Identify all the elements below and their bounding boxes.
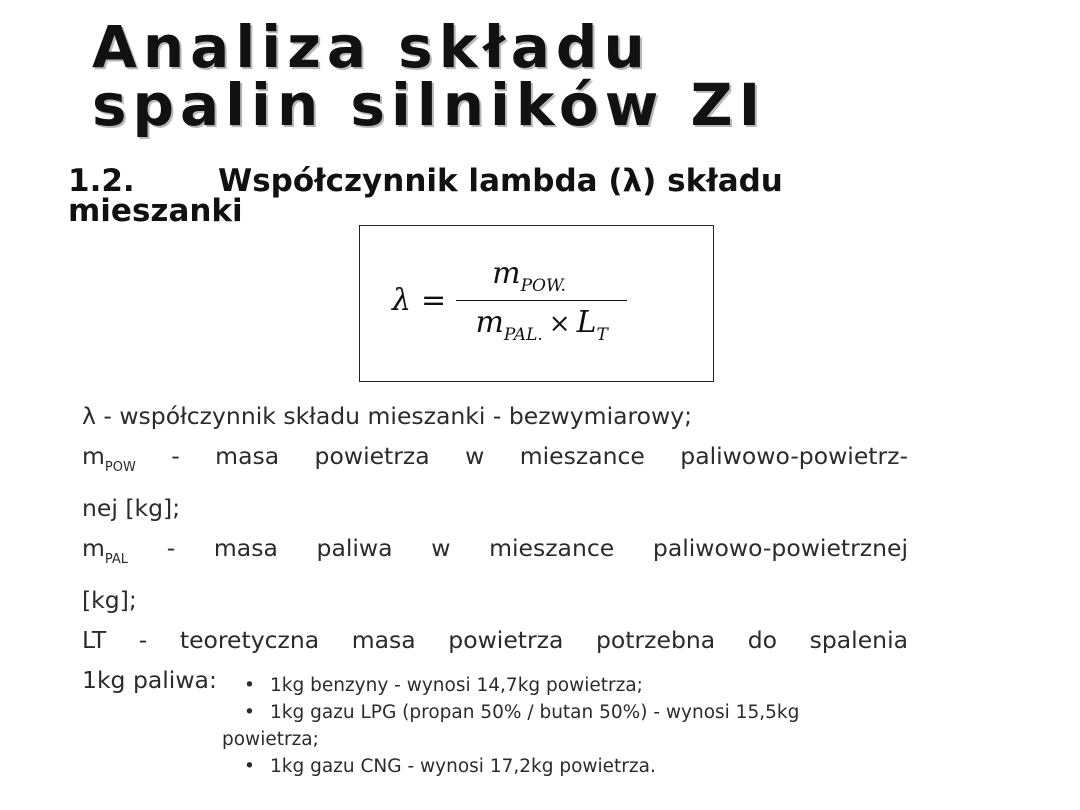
formula-fraction [456, 256, 627, 345]
definition-mpal-cont: [kg]; [82, 586, 137, 614]
formula-numerator [456, 256, 627, 301]
denominator-l-subscript: T [596, 325, 608, 345]
definition-mpal [82, 528, 908, 580]
lambda-formula [392, 256, 627, 345]
slide-title-line-2: spalin silników ZI [92, 71, 767, 139]
mpow-text: - masa powietrza w mieszance paliwowo-powietrz- [135, 442, 908, 470]
bullet-item-lpg [222, 699, 982, 726]
numerator-subscript: POW. [520, 276, 566, 296]
bullet-item-benzyna [222, 672, 982, 699]
definition-mpow [82, 436, 908, 488]
bullet-text: 1kg gazu LPG (propan 50% / butan 50%) - wynosi 15,5kg [270, 702, 800, 723]
section-heading-line-1: Współczynnik lambda (λ) składu [218, 163, 783, 199]
bullet-dot-icon: • [244, 756, 255, 777]
denominator-subscript: PAL. [503, 325, 543, 345]
denominator-l-symbol: L [576, 305, 597, 340]
bullet-dot-icon: • [244, 702, 255, 723]
section-heading [68, 163, 783, 229]
mpow-subscript: POW [104, 460, 136, 475]
section-heading-line-2: mieszanki [68, 193, 243, 229]
bullet-text: 1kg gazu CNG - wynosi 17,2kg powietrza. [270, 756, 656, 777]
slide-title-line-1: Analiza składu [92, 13, 651, 81]
numerator-symbol: m [492, 256, 521, 291]
mpow-symbol: m [82, 442, 105, 470]
section-number: 1.2. [68, 163, 135, 199]
times-symbol: × [548, 309, 571, 339]
formula-box [359, 225, 714, 382]
formula-equals: = [421, 283, 447, 318]
denominator-symbol: m [475, 305, 504, 340]
bullet-item-cng [222, 753, 982, 780]
fuel-air-bullets [222, 672, 982, 780]
definition-lt: LT - teoretyczna masa powietrza potrzebna do spalenia [82, 626, 908, 654]
formula-lambda: λ [392, 283, 412, 318]
definitions-list [82, 396, 908, 700]
bullet-text: 1kg benzyny - wynosi 14,7kg powietrza; [270, 675, 643, 696]
mpal-subscript: PAL [104, 552, 129, 567]
bullet-dot-icon: • [244, 675, 255, 696]
bullet-item-lpg-cont: powietrza; [222, 729, 319, 750]
definition-mpow-cont: nej [kg]; [82, 494, 181, 522]
formula-denominator [475, 301, 607, 345]
slide-title [92, 13, 767, 139]
definition-lt-cont: 1kg paliwa: [82, 666, 217, 694]
mpal-text: - masa paliwa w mieszance paliwowo-powietrznej [128, 534, 908, 562]
mpal-symbol: m [82, 534, 105, 562]
definition-lambda: λ - współczynnik składu mieszanki - bezwymiarowy; [82, 402, 693, 430]
